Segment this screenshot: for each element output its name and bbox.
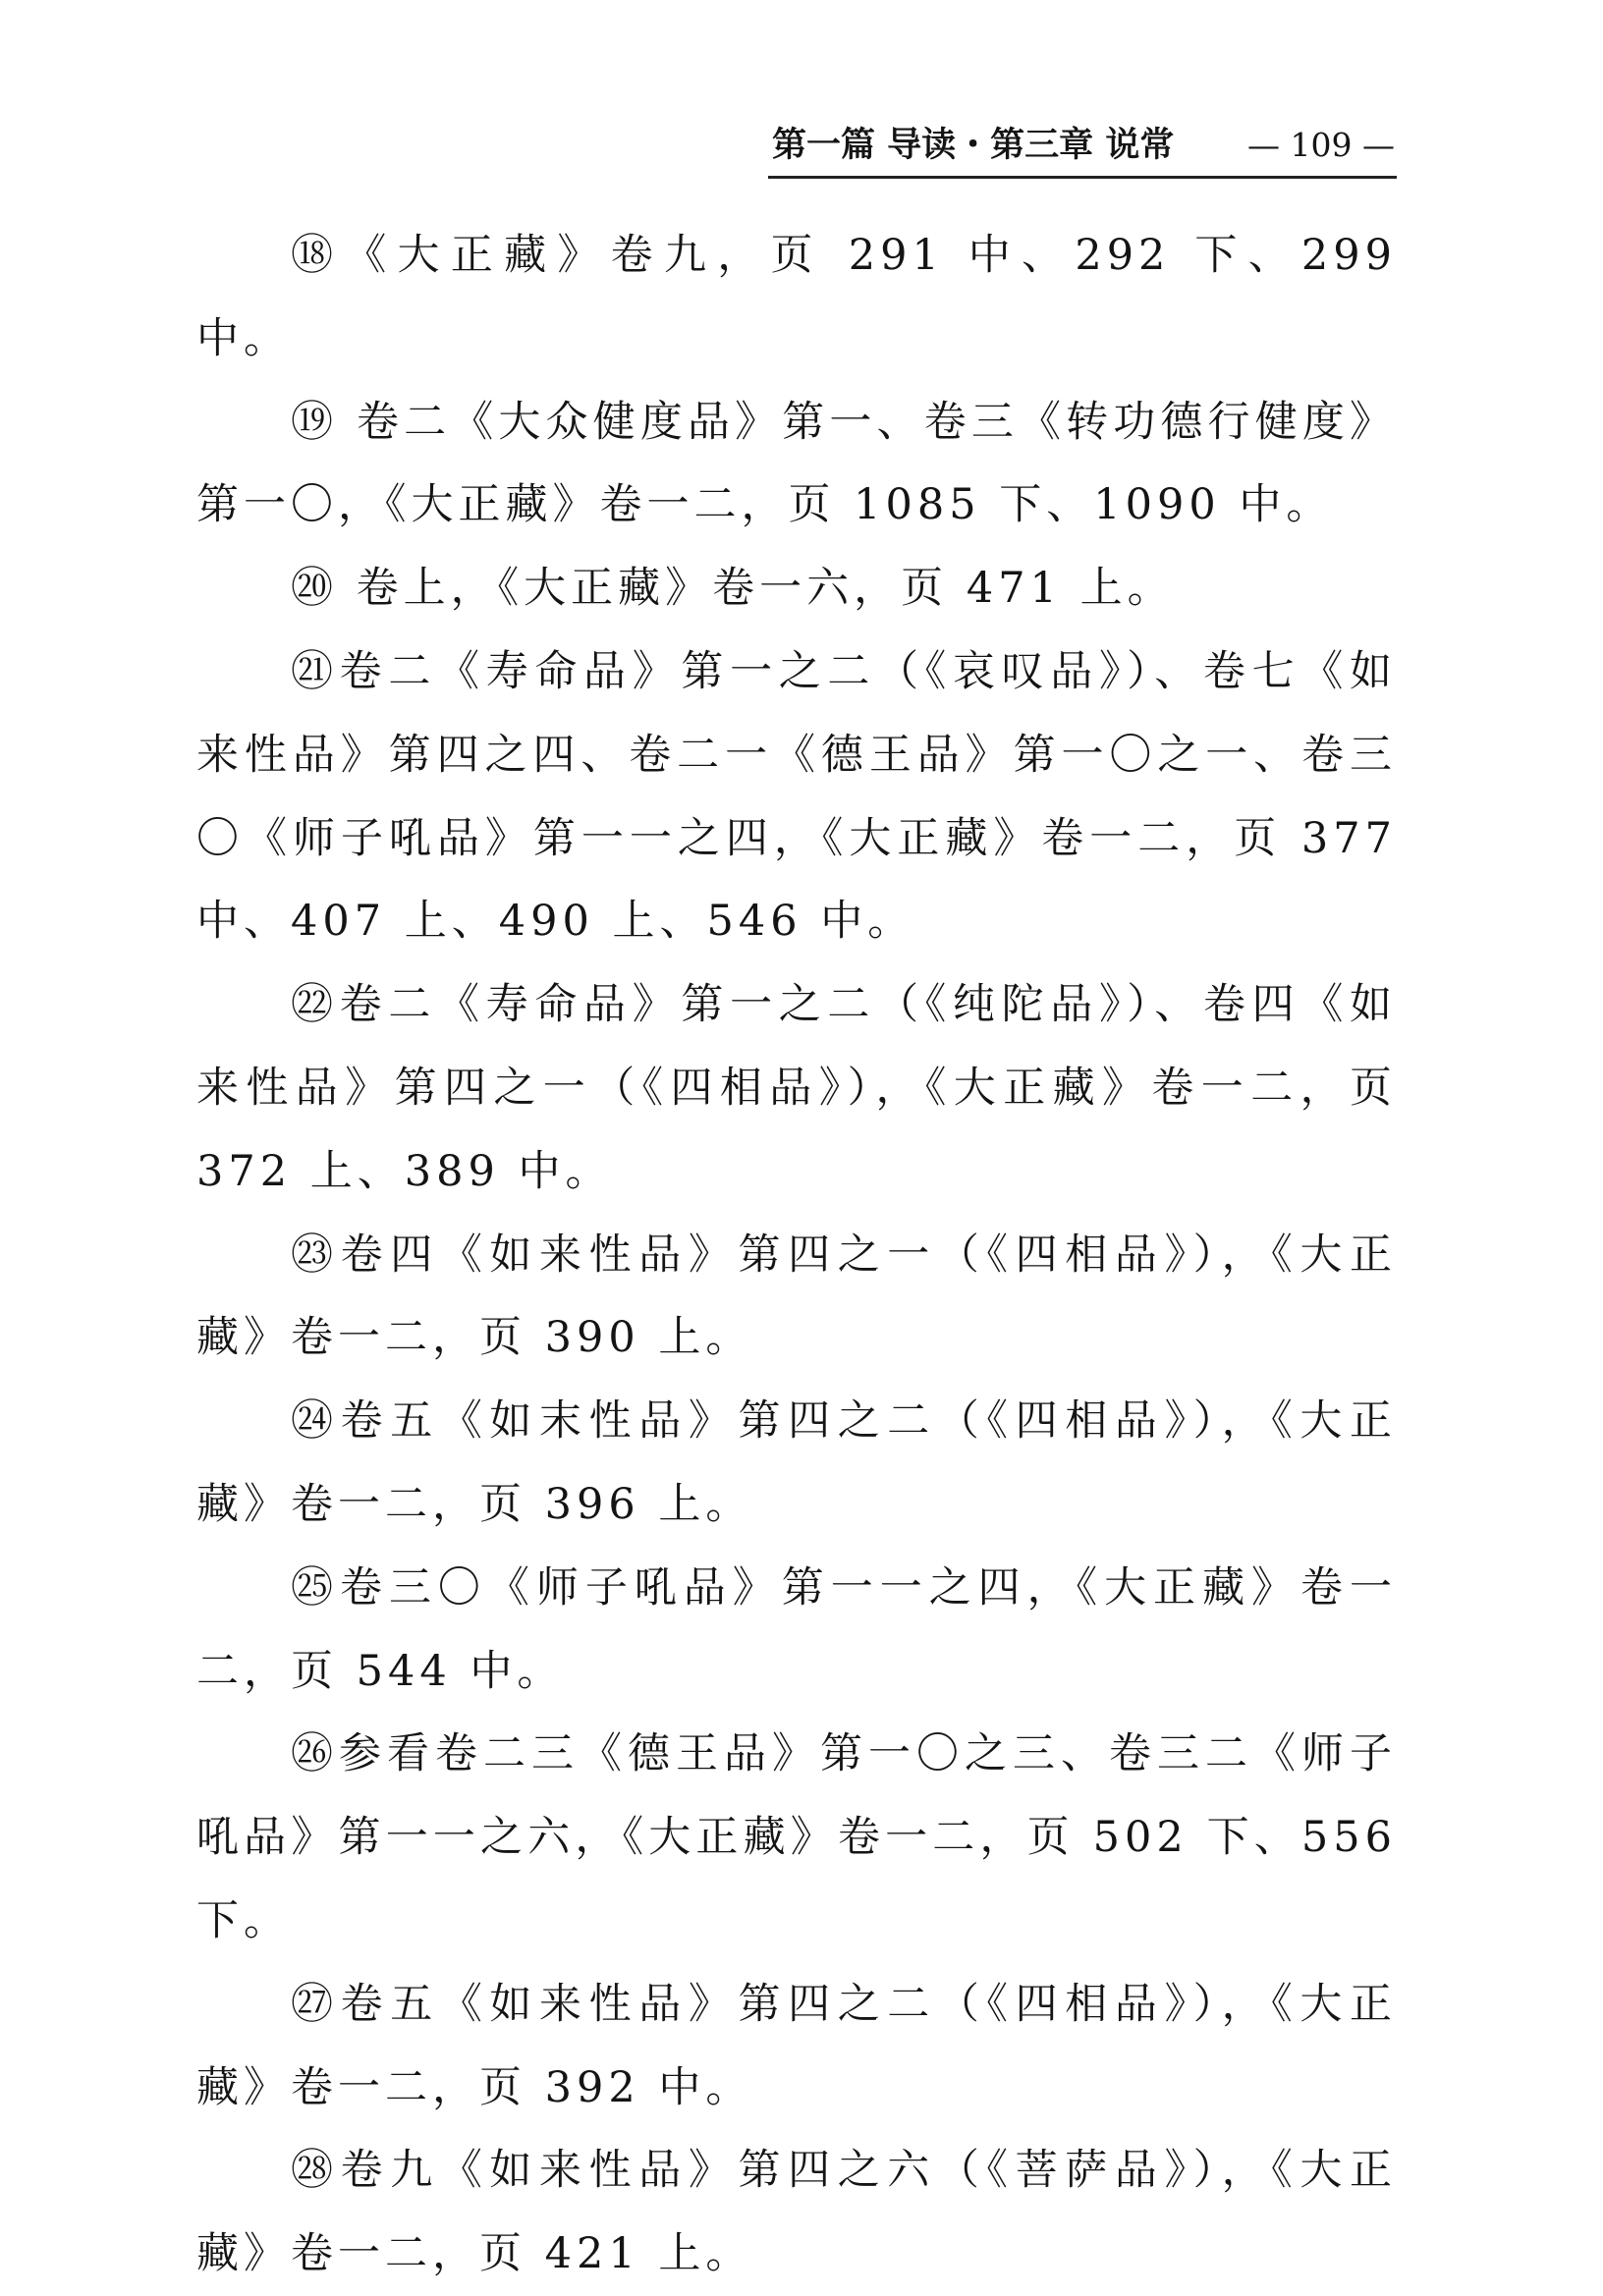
endnote-18: ⑱《大正藏》卷九，页 291 中、292 下、299 中。 <box>196 231 1397 363</box>
endnote-25: ㉕卷三〇《师子吼品》第一一之四，《大正藏》卷一二，页 544 中。 <box>196 1562 1397 1696</box>
running-header <box>768 124 1397 179</box>
page-number: — 109 — <box>1247 126 1395 164</box>
endnote-27: ㉗卷五《如来性品》第四之二（《四相品》），《大正藏》卷一二，页 392 中。 <box>196 1979 1397 2112</box>
endnote-21: ㉑卷二《寿命品》第一之二（《哀叹品》）、卷七《如来性品》第四之四、卷二一《德王品》第一〇之一、卷三〇《师子吼品》第一一之四，《大正藏》卷一二，页 377 中、407 上、490 上、546 中。 <box>196 646 1397 947</box>
endnote-22: ㉒卷二《寿命品》第一之二（《纯陀品》）、卷四《如来性品》第四之一（《四相品》），《大正藏》卷一二，页 372 上、389 中。 <box>196 980 1397 1196</box>
endnote-19: ⑲ 卷二《大众健度品》第一、卷三《转功德行健度》第一〇，《大正藏》卷一二，页 1085 下、1090 中。 <box>196 397 1397 530</box>
header-title: 第一篇 导读・第三章 说常 <box>772 126 1175 165</box>
endnote-24: ㉔卷五《如末性品》第四之二（《四相品》），《大正藏》卷一二，页 396 上。 <box>196 1396 1397 1529</box>
endnotes-list <box>196 214 1397 2296</box>
endnote-20: ⑳ 卷上，《大正藏》卷一六，页 471 上。 <box>291 564 1175 614</box>
endnote-23: ㉓卷四《如来性品》第四之一（《四相品》），《大正藏》卷一二，页 390 上。 <box>196 1230 1397 1363</box>
endnote-28: ㉘卷九《如来性品》第四之六（《菩萨品》），《大正藏》卷一二，页 421 上。 <box>196 2146 1397 2279</box>
endnote-26: ㉖参看卷二三《德王品》第一〇之三、卷三二《师子吼品》第一一之六，《大正藏》卷一二，页 502 下、556 下。 <box>196 1729 1397 1945</box>
